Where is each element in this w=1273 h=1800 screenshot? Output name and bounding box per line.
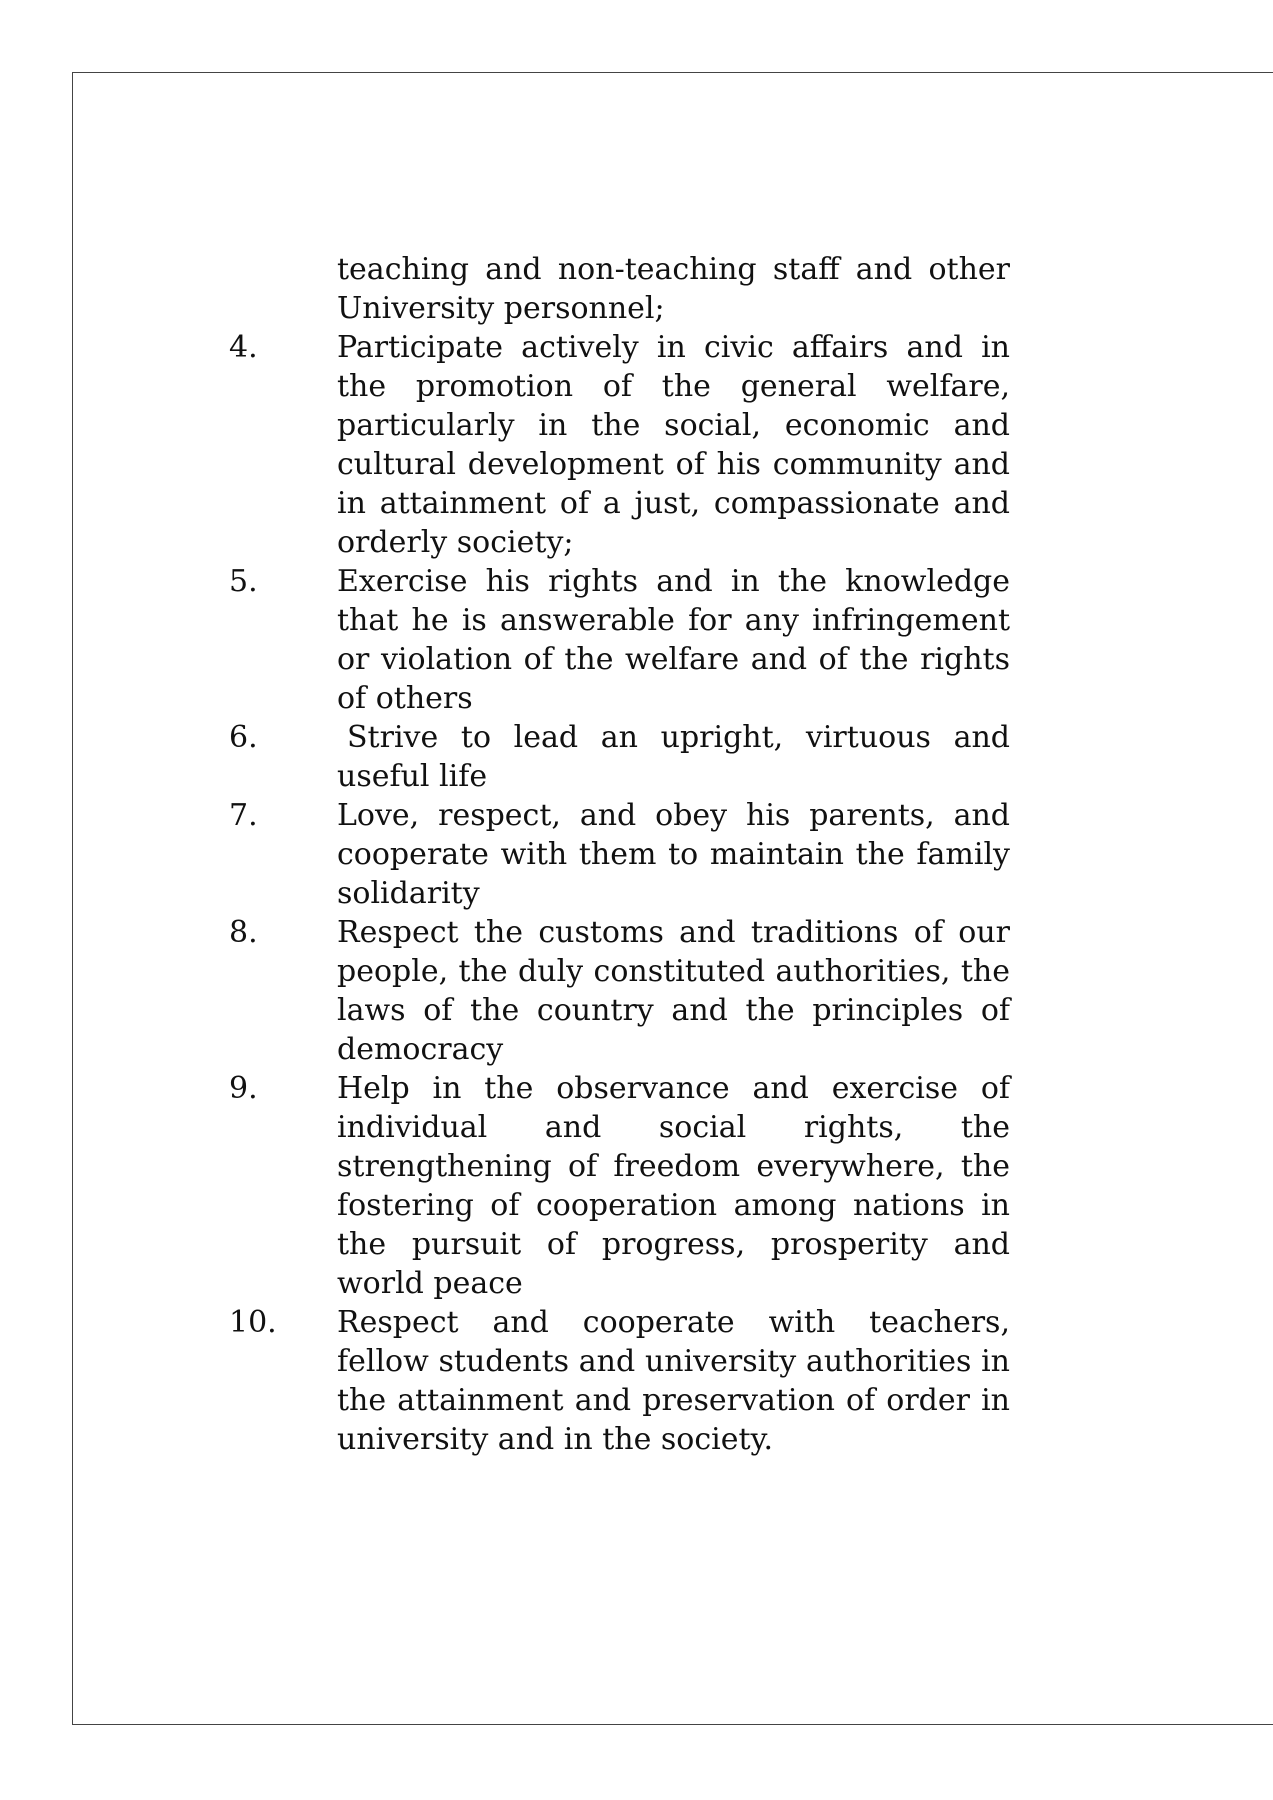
list-item-4	[0, 328, 1273, 562]
list-number: 7.	[229, 798, 258, 833]
list-number: 10.	[229, 1305, 277, 1340]
list-item-text: Help in the observance and exercise of individual and social rights, the strengthening of freedom everywhere, the fostering of cooperation among nations in the pursuit of progress, prosperity and world peace	[337, 1071, 1010, 1301]
list-number: 6.	[229, 720, 258, 755]
list-item-5	[0, 562, 1273, 718]
document-body	[0, 250, 1273, 1459]
list-number: 8.	[229, 915, 258, 950]
continuation-text: teaching and non-teaching staff and other University personnel;	[337, 252, 1010, 326]
list-item-8	[0, 913, 1273, 1069]
list-item-text: Respect and cooperate with teachers, fellow students and university authorities in the attainment and preservation of order in university and in the society.	[337, 1305, 1010, 1457]
list-number: 5.	[229, 564, 258, 599]
list-item-text: Participate actively in civic affairs and in the promotion of the general welfare, particularly in the social, economic and cultural development of his community and in attainment of a just, compassionate and orderly society;	[337, 330, 1010, 560]
list-item-7	[0, 796, 1273, 913]
list-item-9	[0, 1069, 1273, 1303]
list-number: 4.	[229, 330, 258, 365]
list-number: 9.	[229, 1071, 258, 1106]
list-item-6	[0, 718, 1273, 796]
list-item-text: Exercise his rights and in the knowledge that he is answerable for any infringement or violation of the welfare and of the rights of others	[337, 564, 1010, 716]
list-item-text: Love, respect, and obey his parents, and cooperate with them to maintain the family solidarity	[337, 798, 1010, 911]
list-item-text: Strive to lead an upright, virtuous and useful life	[337, 720, 1010, 794]
list-item-text: Respect the customs and traditions of our people, the duly constituted authorities, the laws of the country and the principles of democracy	[337, 915, 1010, 1067]
list-item-10	[0, 1303, 1273, 1459]
continuation-paragraph	[0, 250, 1273, 328]
